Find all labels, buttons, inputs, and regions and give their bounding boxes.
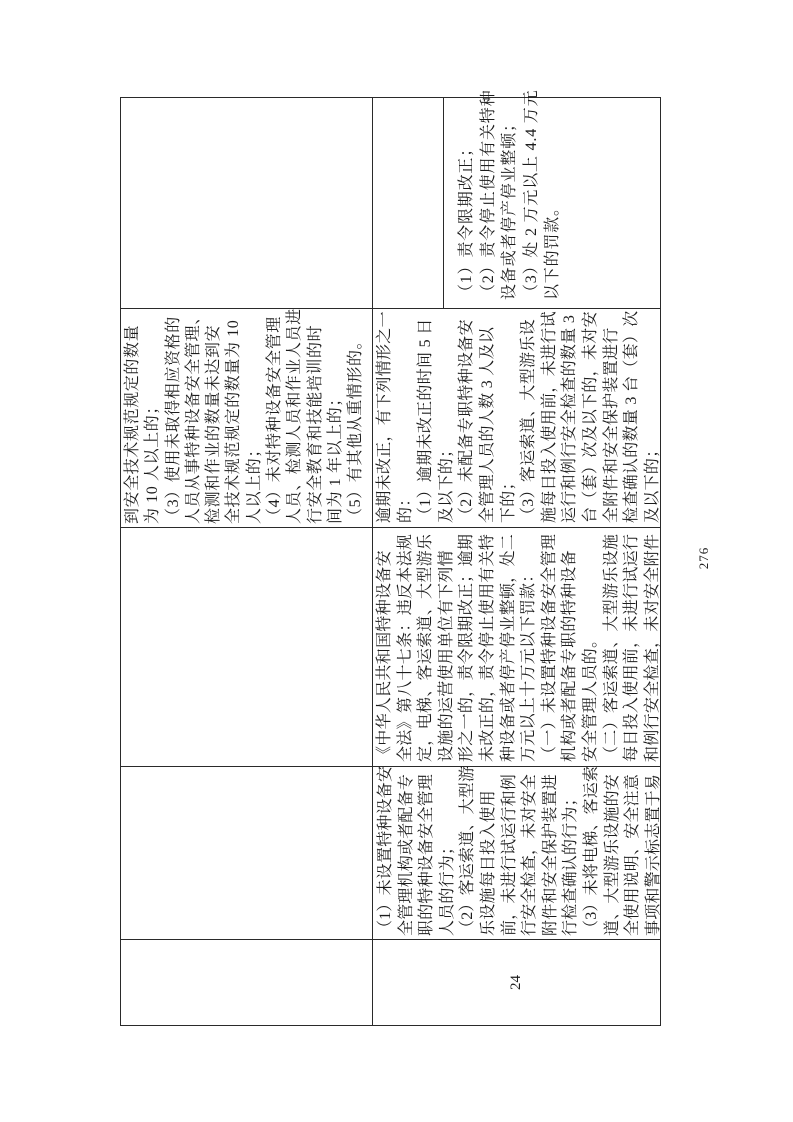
text-line: 机构或者配备专职的特种设备 — [561, 550, 579, 762]
text-line: 运行和例行安全检查的数量 3 — [561, 314, 579, 523]
text-line: 事项和警示标志置于易 — [644, 773, 662, 936]
text-line: 全技术规范规定的数量为 10 — [225, 319, 243, 524]
text-line: 每日投入使用前，未进行试运行 — [623, 533, 641, 762]
text-line: （5）有其他从重情形的。 — [347, 332, 365, 524]
text-line: 和例行安全检查，未对安全附件 — [643, 533, 661, 762]
text-line: 定，电梯、客运索道、大型游乐 — [417, 533, 435, 762]
text-line: （3）未将电梯、客运索 — [582, 765, 600, 936]
text-line: 人员从事特种设备安全管理、 — [184, 308, 202, 524]
text-line: 行检查确认的行为； — [562, 790, 580, 936]
text-line: 设施的运营使用单位有下列情 — [437, 550, 455, 762]
text-line: 检查确认的数量 3 台（套）次 — [623, 310, 641, 523]
text-line: 职的特种设备安全管理 — [418, 773, 436, 936]
text-line: 全管理人员的人数 3 人及以 — [478, 326, 496, 523]
text-line: （1）责令限期改正； — [458, 139, 475, 300]
text-line: 乐设施每日投入使用 — [479, 790, 497, 936]
text-line: （3）使用未取得相应资格的 — [164, 316, 182, 524]
cell-violation-description — [373, 767, 660, 939]
text-line: 及以下的； — [643, 441, 661, 523]
text-line: 种设备或者停产停业整顿，处二 — [499, 533, 517, 762]
text-line: 人员、检测人员和作业人员进 — [286, 308, 304, 524]
text-line: 间为 1 年以上的； — [326, 389, 344, 524]
text-line: 设备或者停产停业整顿； — [501, 115, 519, 300]
text-line: 形之一的，责令限期改正；逾期 — [458, 533, 476, 762]
text-line: 人以上的； — [245, 440, 263, 524]
text-line: 全使用说明、安全注意 — [624, 773, 642, 936]
lenient-circumstances-text — [373, 309, 660, 527]
text-line: 全附件和安全保护装置进行 — [602, 327, 620, 523]
text-line: 万元以上十万元以下罚款： — [520, 566, 538, 762]
cell-severe-circumstances-continued — [121, 309, 371, 527]
text-line: （3）处 2 万元以上 4.4 万元 — [522, 89, 540, 300]
cell-lenient-circumstances — [373, 309, 660, 527]
text-line: （4）未对特种设备安全管理 — [266, 316, 284, 524]
cell-legal-basis — [373, 528, 660, 766]
cell-row-number — [373, 940, 660, 1025]
text-line: 人员的行为； — [438, 838, 456, 936]
text-line: 全法》第八十七条：违反本法规 — [396, 533, 414, 762]
text-line: 逾期未改正，有下列情形之一 — [376, 311, 393, 523]
text-line: 到安全技术规范规定的数量 — [124, 324, 141, 524]
text-line: （二）客运索道、大型游乐设施 — [602, 533, 620, 762]
text-line: 以下的罚款。 — [544, 199, 562, 300]
text-line: 全管理机构或者配备专 — [397, 773, 415, 936]
text-line: 道、大型游乐设施的安 — [603, 773, 621, 936]
severe-circumstances-text — [121, 309, 371, 527]
text-line: 台（套）次及以下的，未对安 — [581, 311, 599, 523]
text-line: 施每日投入使用前，未进行试 — [540, 311, 558, 523]
text-line: 为 10 人以上的； — [144, 397, 162, 524]
page-number-container — [690, 528, 718, 588]
penalty-decision-text — [444, 89, 660, 308]
page-number: 276 — [696, 546, 711, 570]
text-line: 安全管理人员的。 — [581, 631, 599, 762]
text-line: （2）客运索道、大型游 — [459, 765, 477, 936]
legal-basis-text — [373, 528, 660, 766]
text-line: 前，未进行试运行和例 — [500, 773, 518, 936]
text-line: 行安全教育和技能培训的时 — [306, 324, 324, 524]
text-line: （一）未设置特种设备安全管理 — [540, 533, 558, 762]
text-line: 及以下的； — [437, 441, 455, 523]
penalty-discretion-table — [120, 89, 662, 1026]
text-line: 行安全检查，未对安全 — [521, 773, 539, 936]
text-line: 的： — [396, 490, 414, 523]
text-line: （2）未配备专职特种设备安 — [458, 319, 476, 523]
text-line: 检测和作业的数量未达到安 — [205, 324, 223, 524]
text-line: 下的； — [499, 474, 517, 523]
text-line: （2）责令停止使用有关特种 — [479, 89, 497, 300]
text-line: 附件和安全保护装置进 — [541, 773, 559, 936]
cell-penalty-decision — [444, 89, 660, 308]
text-line: （1）逾期未改正的时间 5 日 — [417, 318, 435, 523]
text-line: 《中华人民共和国特种设备安 — [376, 550, 393, 762]
row-number: 24 — [508, 975, 524, 990]
text-line: （1）未设置特种设备安 — [377, 765, 394, 936]
text-line: 未改正的，责令停止使用有关特 — [478, 533, 496, 762]
text-line: （3）客运索道、大型游乐设 — [520, 319, 538, 523]
violation-description-text — [373, 767, 660, 939]
